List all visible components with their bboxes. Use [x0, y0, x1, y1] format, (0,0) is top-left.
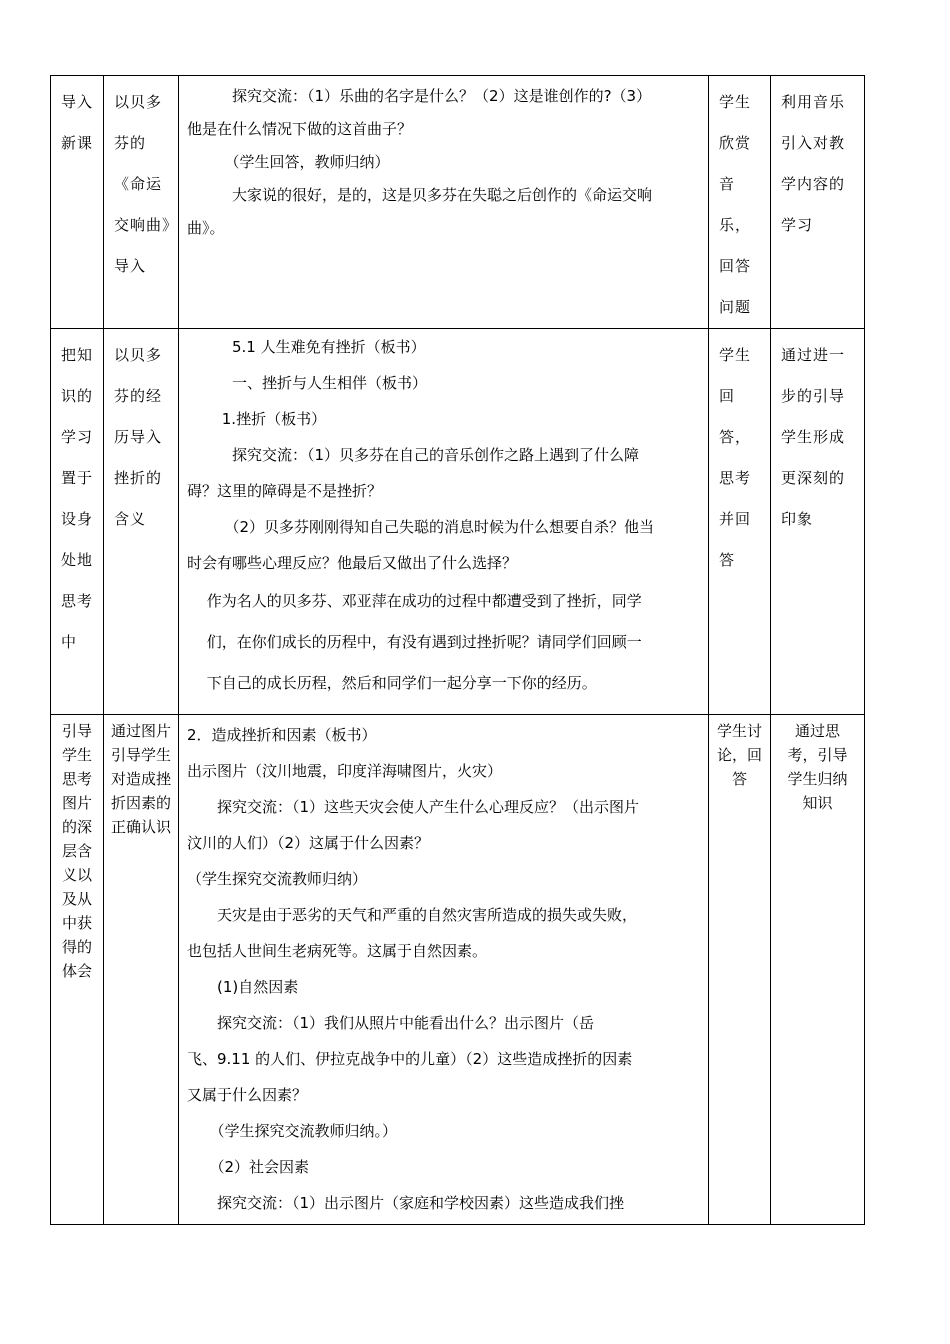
- content-cell: [179, 329, 709, 715]
- content-line: 他是在什么情况下做的这首曲子？: [187, 120, 413, 138]
- content-line: 2．造成挫折和因素（板书）: [187, 726, 377, 744]
- purpose-text: 通过进一步的引导学生形成更深刻的印象: [781, 346, 846, 528]
- stage-cell: [51, 76, 104, 329]
- purpose-text: 利用音乐引入对教学内容的学习: [781, 93, 846, 234]
- student-activity-cell: [709, 715, 771, 1225]
- method-text: 以贝多芬的经历导入挫折的含义: [114, 346, 163, 528]
- student-activity-text: 学生讨论，回答: [716, 722, 762, 788]
- stage-text: 导入新课: [61, 93, 94, 152]
- table-row-intro: [51, 76, 865, 329]
- content-line: 飞、9.11 的人们、伊拉克战争中的儿童）（2）这些造成挫折的因素: [187, 1050, 633, 1068]
- content-body: [179, 76, 708, 245]
- content-line: 又属于什么因素？: [187, 1086, 308, 1104]
- content-line: 曲》。: [187, 219, 225, 237]
- stage-cell: [51, 715, 104, 1225]
- stage-text: 把知识的学习置于设身处地思考中: [61, 346, 94, 651]
- table-row-frustration-causes: [51, 715, 865, 1225]
- content-line: 出示图片（汶川地震，印度洋海啸图片，火灾）: [187, 762, 503, 780]
- content-line: （学生回答，教师归纳）: [187, 153, 390, 171]
- content-line: 大家说的很好，是的，这是贝多芬在失聪之后创作的《命运交响: [187, 186, 653, 204]
- content-line: 探究交流：（1）我们从照片中能看出什么？出示图片（岳: [187, 1014, 595, 1032]
- content-line: 探究交流：（1）贝多芬在自己的音乐创作之路上遇到了什么障: [187, 446, 640, 464]
- method-text: 通过图片引导学生对造成挫折因素的正确认识: [110, 722, 171, 836]
- content-line: 汶川的人们）（2）这属于什么因素？: [187, 834, 430, 852]
- content-line: （学生探究交流教师归纳）: [187, 870, 368, 888]
- content-line: 一、挫折与人生相伴（板书）: [187, 374, 428, 392]
- content-line: 下自己的成长历程，然后和同学们一起分享一下你的经历。: [187, 674, 597, 692]
- content-line: 们，在你们成长的历程中，有没有遇到过挫折呢？请同学们回顾一: [187, 633, 642, 651]
- content-line: 作为名人的贝多芬、邓亚萍在成功的过程中都遭受到了挫折，同学: [187, 592, 642, 610]
- student-activity-text: 学生欣赏音乐，回答问题: [719, 93, 752, 316]
- method-cell: [104, 76, 179, 329]
- purpose-cell: [771, 76, 865, 329]
- content-line: 也包括人世间生老病死等。这属于自然因素。: [187, 942, 488, 960]
- content-line: 时会有哪些心理反应？他最后又做出了什么选择？: [187, 554, 518, 572]
- content-body: [179, 715, 708, 1221]
- stage-cell: [51, 329, 104, 715]
- content-line: 5.1 人生难免有挫折（板书）: [187, 338, 426, 356]
- student-activity-cell: [709, 76, 771, 329]
- table-row-frustration-meaning: [51, 329, 865, 715]
- content-line: 1.挫折（板书）: [187, 410, 327, 428]
- content-line: （2）贝多芬刚刚得知自己失聪的消息时候为什么想要自杀？他当: [187, 518, 655, 536]
- stage-text: 引导学生思考图片的深层含义以及从中获得的体会: [61, 722, 92, 980]
- method-text: 以贝多芬的《命运交响曲》导入: [114, 93, 171, 275]
- method-cell: [104, 715, 179, 1225]
- content-line: 天灾是由于恶劣的天气和严重的自然灾害所造成的损失或失败，: [187, 906, 638, 924]
- content-line: （学生探究交流教师归纳。）: [187, 1122, 398, 1140]
- student-activity-text: 学生回答，思考并回答: [719, 346, 752, 569]
- purpose-cell: [771, 715, 865, 1225]
- content-line: 探究交流：（1）乐曲的名字是什么？（2）这是谁创作的?（3）: [187, 87, 652, 105]
- content-cell: [179, 715, 709, 1225]
- content-line: 探究交流：（1）出示图片（家庭和学校因素）这些造成我们挫: [187, 1194, 625, 1212]
- content-line: 碍？这里的障碍是不是挫折？: [187, 482, 383, 500]
- content-cell: [179, 76, 709, 329]
- content-line: (1)自然因素: [187, 978, 299, 996]
- purpose-cell: [771, 329, 865, 715]
- lesson-plan-table: [50, 75, 865, 1225]
- student-activity-cell: [709, 329, 771, 715]
- content-line: 探究交流：（1）这些天灾会使人产生什么心理反应？（出示图片: [187, 798, 640, 816]
- content-body: [179, 329, 708, 704]
- method-cell: [104, 329, 179, 715]
- content-line: （2）社会因素: [187, 1158, 310, 1176]
- purpose-text: 通过思考，引导学生归纳知识: [787, 722, 848, 812]
